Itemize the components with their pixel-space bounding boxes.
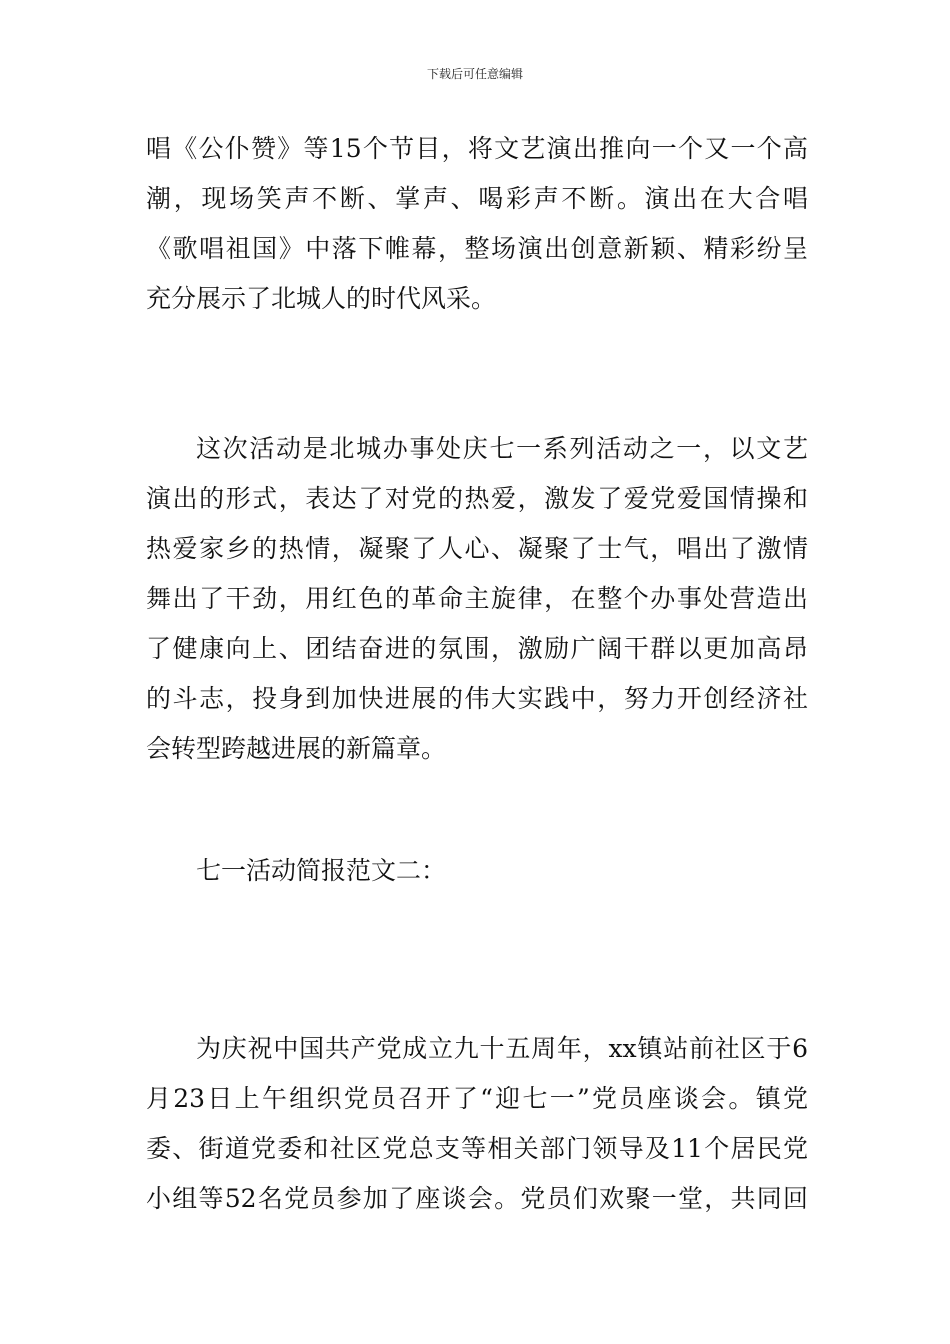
paragraph-2-line-3: 热爱家乡的热情，凝聚了人心、凝聚了士气，唱出了激情 <box>146 534 808 563</box>
paragraph-3-line-2: 月23日上午组织党员召开了“迎七一”党员座谈会。镇党 <box>146 1084 808 1113</box>
paragraph-2-line-6: 的斗志，投身到加快进展的伟大实践中，努力开创经济社 <box>146 684 808 713</box>
paragraph-3-line-1: 为庆祝中国共产党成立九十五周年，xx镇站前社区于6 <box>196 1034 808 1063</box>
paragraph-2-line-5: 了健康向上、团结奋进的氛围，激励广阔干群以更加高昂 <box>146 634 808 663</box>
paragraph-1-line-3: 《歌唱祖国》中落下帷幕，整场演出创意新颖、精彩纷呈 <box>146 234 808 263</box>
paragraph-2-line-7: 会转型跨越进展的新篇章。 <box>146 734 447 763</box>
paragraph-3-line-4: 小组等52名党员参加了座谈会。党员们欢聚一堂，共同回 <box>146 1184 808 1213</box>
paragraph-2-line-4: 舞出了干劲，用红色的革命主旋律，在整个办事处营造出 <box>146 584 808 613</box>
section-heading: 七一活动简报范文二： <box>196 856 447 885</box>
paragraph-1-line-1: 唱《公仆赞》等15个节目，将文艺演出推向一个又一个高 <box>146 134 808 163</box>
paragraph-1-line-2: 潮，现场笑声不断、掌声、喝彩声不断。演出在大合唱 <box>146 184 808 213</box>
paragraph-2-line-1: 这次活动是北城办事处庆七一系列活动之一，以文艺 <box>196 434 808 463</box>
paragraph-2-line-2: 演出的形式，表达了对党的热爱，激发了爱党爱国情操和 <box>146 484 808 513</box>
paragraph-3-line-3: 委、街道党委和社区党总支等相关部门领导及11个居民党 <box>146 1134 808 1163</box>
page-header: 下载后可任意编辑 <box>426 67 523 81</box>
paragraph-1-line-4: 充分展示了北城人的时代风采。 <box>146 284 497 313</box>
